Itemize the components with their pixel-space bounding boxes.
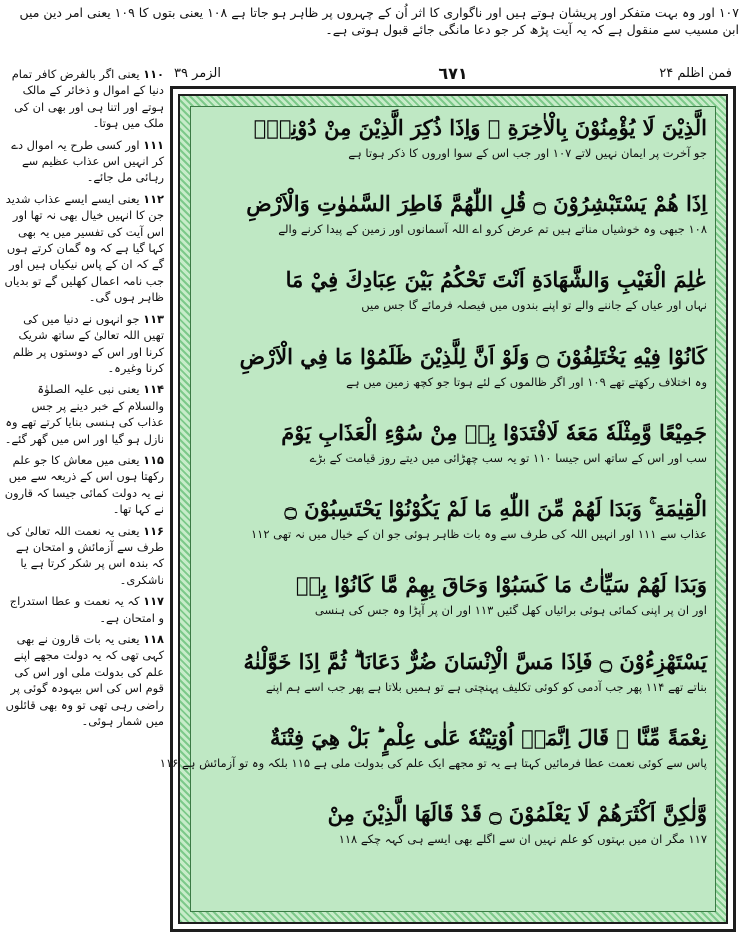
urdu-translation: سب اور اس کے ساتھ اس جیسا ۱۱۰ تو یہ سب چھڑائی میں دیتے روز قیامت کے بڑے — [309, 450, 707, 465]
arabic-verse: جَمِيْعًا وَّمِثْلَهٗ مَعَهٗ لَافْتَدَوْا بِهٖ مِنْ سُوْٓءِ الْعَذَابِ يَوْمَ — [281, 419, 707, 445]
urdu-translation: نہاں اور عیاں کے جاننے والے تو اپنے بندوں میں فیصلہ فرمائے گا جس میں — [361, 298, 707, 313]
note-text: یعنی یہ نعمت اللہ تعالیٰ کی طرف سے آزمائش و امتحان ہے کہ بندہ اس پر شکر کرتا ہے یا ناشکری۔ — [6, 523, 164, 587]
commentary-note — [4, 452, 164, 518]
page-number: ٦٧١ — [438, 64, 468, 83]
note-text: یعنی اگر بالفرض کافر تمام دنیا کے اموال و ذخائر کے مالک ہوتے اور اتنا ہی اور بھی ان کی ملک میں ہوتا۔ — [11, 67, 164, 131]
note-number: ۱۱۸ — [143, 632, 164, 646]
verse-line — [199, 340, 707, 390]
commentary-column — [4, 66, 164, 932]
commentary-note — [4, 191, 164, 306]
commentary-note — [4, 523, 164, 589]
note-text: کہ یہ نعمت و عطا استدراج و امتحان ہے۔ — [9, 594, 164, 625]
note-number: ۱۱۱ — [143, 137, 164, 152]
urdu-translation: پاس سے کوئی نعمت عطا فرمائیں کہتا ہے یہ تو مجھے ایک علم کی بدولت ملی ہے ۱۱۵ بلکہ وہ تو آزمائش ہے ۱۱۶ — [159, 755, 707, 770]
commentary-note — [4, 381, 164, 447]
note-number: ۱۱۷ — [143, 594, 164, 609]
arabic-verse: الْقِيٰمَةِ ۚ وَبَدَا لَهُمْ مِّنَ اللّٰهِ مَا لَمْ يَكُوْنُوْا يَحْتَسِبُوْنَ ۝ — [284, 496, 707, 522]
note-text: یعنی میں معاش کا جو علم رکھتا ہوں اس کے ذریعہ سے میں نے یہ دولت کمائی جیسا کہ قارون نے کہا تھا۔ — [4, 452, 164, 517]
page-header — [170, 64, 736, 84]
arabic-verse: وَّلٰكِنَّ اَكْثَرَهُمْ لَا يَعْلَمُوْنَ ۝ قَدْ قَالَهَا الَّذِيْنَ مِنْ — [327, 800, 707, 826]
verse-line — [199, 568, 707, 618]
commentary-note — [4, 311, 164, 377]
urdu-translation: وہ اختلاف رکھتے تھے ۱۰۹ اور اگر ظالموں کے لئے ہوتا جو کچھ زمین میں ہے — [346, 374, 707, 389]
header-juz: فمن اظلم ۲۴ — [659, 66, 732, 81]
verse-line — [159, 721, 707, 771]
note-text: یعنی ایسے ایسے عذاب شدید جن کا انہیں خیال بھی نہ تھا اور اس آیت کی تفسیر میں یہ بھی کہا گیا ہے کہ وہ گمان کرتے ہوں گے کہ ان کے پاس نیکیاں ہیں اور جب نامہ اعمال کھلیں گے تو بدیاں ظاہر ہوں گی۔ — [4, 191, 164, 305]
note-number: ۱۱۶ — [143, 523, 164, 538]
commentary-note — [4, 593, 164, 626]
commentary-note — [4, 66, 164, 132]
note-number: ۱۱۵ — [143, 452, 164, 467]
arabic-verse: نِعْمَةً مِّنَّا ۙ قَالَ اِنَّمَاۤ اُوْتِيْتُهٗ عَلٰى عِلْمٍ ؕ بَلْ هِيَ فِتْنَةٌ — [270, 724, 707, 750]
urdu-translation: اور ان پر اپنی کمائی ہوئی برائیاں کھل گئیں ۱۱۳ اور ان پر آپڑا وہ جس کی ہنسی — [314, 603, 707, 618]
note-text: اور کسی طرح یہ اموال دے کر انہیں اس عذاب عظیم سے رہائی مل جائے۔ — [11, 137, 164, 185]
arabic-verse: الَّذِيْنَ لَا يُؤْمِنُوْنَ بِالْاٰخِرَةِ ۚ وَاِذَا ذُكِرَ الَّذِيْنَ مِنْ دُوْنِهٖۤ — [253, 115, 707, 140]
quran-frame — [159, 86, 736, 932]
urdu-translation: جو آخرت پر ایمان نہیں لاتے ۱۰۷ اور جب اس کے سوا اوروں کا ذکر ہوتا ہے — [348, 146, 707, 160]
urdu-translation: ۱۱۷ مگر ان میں بہتوں کو علم نہیں ان سے اگلے بھی ایسے ہی کہہ چکے ۱۱۸ — [338, 831, 707, 846]
arabic-verse: وَبَدَا لَهُمْ سَيِّاٰتُ مَا كَسَبُوْا وَحَاقَ بِهِمْ مَّا كَانُوْا بِهٖ — [295, 572, 707, 598]
verse-line — [199, 416, 707, 466]
note-number: ۱۱۳ — [143, 311, 164, 326]
note-text: یعنی یہ بات قارون نے بھی کہی تھی کہ یہ دولت مجھے اپنے علم کی بدولت ملی اور اس کی قوم اس کی اس بیہودہ گوئی پر راضی رہی تھی تو وہ بھی قائلوں میں شمار ہوئی۔ — [5, 632, 164, 729]
verse-line — [199, 492, 707, 542]
top-footnote: ۱۰۷ اور وہ بہت متفکر اور پریشان ہوتے ہیں اور ناگواری کا اثر اُن کے چہروں پر ظاہر ہو جاتا ہے ۱۰۸ یعنی بتوں کا ۱۰۹ یعنی امر دین میں ابن مسیب سے منقول ہے کہ یہ آیت پڑھ کر جو دعا مانگی جائے قبول ہوتی ہے۔ — [19, 5, 739, 37]
urdu-translation: ۱۰۸ جبھی وہ خوشیاں مناتے ہیں تم عرض کرو اے اللہ آسمانوں اور زمین کے پیدا کرنے والے — [278, 222, 707, 237]
note-number: ۱۱۰ — [143, 67, 164, 81]
note-text: یعنی نبی علیہ الصلوٰۃ والسلام کے خبر دینے پر جس عذاب کی ہنسی بنایا کرتے تھے وہ نازل ہو گیا اور اس میں گھر گئے۔ — [4, 382, 164, 446]
verses-panel — [159, 106, 716, 912]
decorative-border — [159, 94, 728, 924]
commentary-note — [4, 137, 164, 186]
arabic-verse: اِذَا هُمْ يَسْتَبْشِرُوْنَ ۝ قُلِ اللّٰهُمَّ فَاطِرَ السَّمٰوٰتِ وَالْاَرْضِ — [246, 191, 707, 217]
commentary-note — [4, 631, 164, 729]
verse-line — [199, 645, 707, 695]
verse-line — [199, 187, 707, 237]
arabic-verse: يَسْتَهْزِءُوْنَ ۝ فَاِذَا مَسَّ الْاِنْسَانَ ضُرٌّ دَعَانَا ۗ ثُمَّ اِذَا خَوَّلْنٰهُ — [243, 648, 707, 674]
urdu-translation: عذاب سے ۱۱۱ اور انہیں اللہ کی طرف سے وہ بات ظاہر ہوئی جو ان کے خیال میں نہ تھی ۱۱۲ — [250, 527, 707, 542]
verse-line — [199, 263, 707, 313]
arabic-verse: كَانُوْا فِيْهِ يَخْتَلِفُوْنَ ۝ وَلَوْ اَنَّ لِلَّذِيْنَ ظَلَمُوْا مَا فِي الْاَرْضِ — [239, 343, 707, 369]
verse-line — [199, 111, 707, 161]
header-surah: الزمر ۳۹ — [174, 66, 221, 81]
verse-line — [199, 797, 707, 847]
arabic-verse: عٰلِمَ الْغَيْبِ وَالشَّهَادَةِ اَنْتَ تَحْكُمُ بَيْنَ عِبَادِكَ فِيْ مَا — [285, 267, 707, 293]
note-number: ۱۱۴ — [143, 382, 164, 397]
note-text: جو انہوں نے دنیا میں کی تھیں اللہ تعالیٰ کے ساتھ شریک کرنا اور اس کے دوستوں پر ظلم کرنا وغیرہ۔ — [12, 311, 164, 375]
urdu-translation: بناتے تھے ۱۱۴ پھر جب آدمی کو کوئی تکلیف پہنچتی ہے تو ہمیں بلاتا ہے پھر جب اسے ہم اپنے — [265, 679, 707, 694]
note-number: ۱۱۲ — [143, 191, 164, 206]
